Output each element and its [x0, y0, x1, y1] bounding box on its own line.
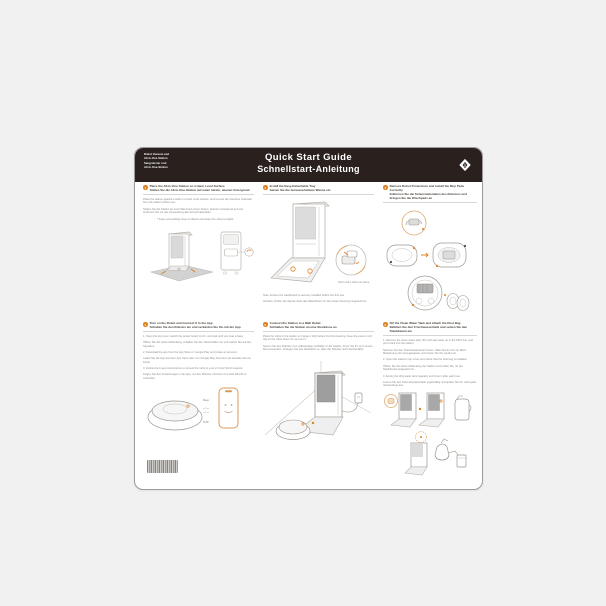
section-1-heading	[143, 185, 254, 195]
quick-start-guide-sheet	[134, 147, 483, 490]
step-number-badge: 4	[144, 322, 147, 327]
section-4-steps	[143, 335, 254, 381]
step-text: Folgen Sie den Anweisungen in der App, um den Roboter mit Ihrem 2,4-GHz-WLAN zu verbinden.	[143, 373, 247, 380]
maintenance-illustration	[383, 391, 477, 479]
paragraph: Place the robot in the station to charge it fully before the first cleaning. Keep the power cord tidy so the robot does not run over it.	[263, 334, 372, 342]
step-text: Öffnen Sie die obere Abdeckung der Station und prüfen Sie, ob der Staubbeutel eingesetzt ist.	[383, 364, 463, 372]
product-line: All-in-One Station	[144, 156, 168, 160]
section-5-body	[263, 335, 374, 352]
step-number-badge: 1	[144, 185, 147, 190]
asterisk-marker: *	[157, 217, 159, 221]
step-text: 2. Download the app from the App Store or Google Play and create an account.	[143, 350, 238, 354]
step-text: Öffnen Sie die obere Abdeckung, schalten Sie den Netzschalter ein und warten Sie auf den Signalton.	[143, 341, 252, 348]
section-1-note: * Keep surroundings clear of objects and away from direct sunlight.	[157, 217, 234, 221]
step-text: Nehmen Sie den Frischwassertank heraus, füllen Sie ihn bis zur MAX-Markierung mit Leitungswasser und setzen Sie ihn wieder ein.	[383, 348, 467, 356]
section-5-heading	[263, 322, 374, 332]
section-4-title: Turn on the Robot and Connect It to the App Schalten Sie den Roboter ein und verbinden Sie ihn mit der App	[149, 321, 241, 329]
step-text: 2. Open the station's top cover and check that the dust bag is installed.	[383, 358, 468, 362]
section-2-install-tray	[263, 185, 374, 306]
product-line: All-in-One-Station	[144, 165, 168, 169]
section-2-heading	[263, 185, 374, 195]
step-number-badge: 5	[264, 322, 267, 327]
step-text: Leeren Sie den Schmutzwassertank regelmäßig und spülen Sie ihn nach jeder Verwendung aus.	[383, 380, 477, 388]
paragraph: Stellen Sie die Station an einer Wand auf einem harten, ebenen Untergrund auf und entfernen Sie vor der Verwendung alle Schutzmaterialien.	[143, 207, 243, 215]
section-4-heading	[143, 322, 254, 332]
section-5-title: Connect the Station to a Wall Outlet Schließen Sie die Station an eine Steckdose an	[269, 321, 337, 329]
robot-preparation-illustration	[383, 209, 477, 313]
step-text: Laden Sie die App aus dem App Store oder von Google Play herunter und erstellen Sie ein Konto.	[143, 357, 251, 364]
section-6-heading	[383, 322, 477, 336]
product-line: Robot Vacuum and	[144, 153, 170, 156]
section-1-title: Place the All-in-One Station on a Hard, Level Surface Stellen Sie die All-in-One-Station auf einen harten, ebenen Untergrund	[149, 184, 250, 192]
section-2-notes	[263, 294, 374, 304]
product-line: Saugroboter und	[144, 162, 167, 165]
sound-label: Bi-Bi	[203, 421, 209, 425]
note-line: Hinweis: Achten Sie darauf, dass das Waschbrett vor der ersten Nutzung eingesetzt ist.	[263, 300, 367, 304]
section-1-body	[143, 198, 254, 215]
section-4-power-on	[143, 322, 254, 439]
guide-title-de: Schnellstart-Anleitung	[257, 163, 360, 174]
robot-and-phone-illustration	[143, 383, 254, 439]
guide-title-en: Quick Start Guide	[264, 152, 353, 163]
step-number-badge: 2	[264, 185, 267, 190]
guide-header	[135, 148, 482, 182]
section-3-robot-setup	[383, 185, 477, 313]
step-text: 3. Follow the in-app instructions to connect the robot to your 2.4 GHz Wi-Fi network.	[143, 367, 243, 370]
guide-title	[135, 152, 482, 176]
paragraph: Setzen Sie den Roboter zum vollständigen Aufladen in die Station, bevor Sie ihn zum ersten Mal verwenden. Verlegen Sie das Netzkabel so, dass der Roboter nicht darüberfährt.	[263, 344, 373, 352]
note-line: Note: Ensure the washboard is securely installed before the first use.	[263, 293, 345, 297]
section-5-connect-power	[263, 322, 374, 455]
docking-illustration	[263, 355, 374, 455]
sound-label: Beep	[202, 399, 210, 403]
section-3-title: Remove Robot Protections and Install the Mop Pads Correctly Entfernen Sie die Schutzmaterialien des Roboters und bringen Sie die Wischpads an	[389, 184, 467, 200]
step-text: 1. Open the top cover, switch the power button to On, and wait until you hear a beep.	[143, 334, 244, 338]
brand-diamond-icon	[459, 159, 471, 171]
section-1-place-station	[143, 185, 254, 288]
step-text: 3. Empty the dirty water tank regularly and rinse it after each use.	[383, 374, 461, 378]
station-placement-illustration	[143, 222, 254, 288]
section-6-steps	[383, 339, 477, 388]
section-6-title: Fill the Clean Water Tank and Attach the Dust Bag Befüllen Sie den Frischwassertank und setzen Sie den Staubbeutel ein	[389, 321, 468, 333]
step-number-badge: 3	[384, 185, 387, 190]
barcode	[147, 460, 178, 473]
tray-installation-illustration	[263, 198, 374, 290]
step-number-badge: 6	[384, 322, 387, 327]
section-3-heading	[383, 185, 477, 203]
step-text: 1. Remove the clean water tank, fill it with tap water up to the MAX line, and put it back into the station.	[383, 338, 473, 346]
magnifier-caption: Push until it clicks into place.	[338, 281, 370, 284]
section-6-water-dustbag	[383, 322, 477, 479]
section-2-title: Install the Easy-Detachable Tray Setzen Sie die herausnehmbare Wanne ein	[269, 184, 331, 192]
paragraph: Place the station against a wall on a hard, level surface, and remove all protective materials from the station before use.	[143, 197, 252, 205]
